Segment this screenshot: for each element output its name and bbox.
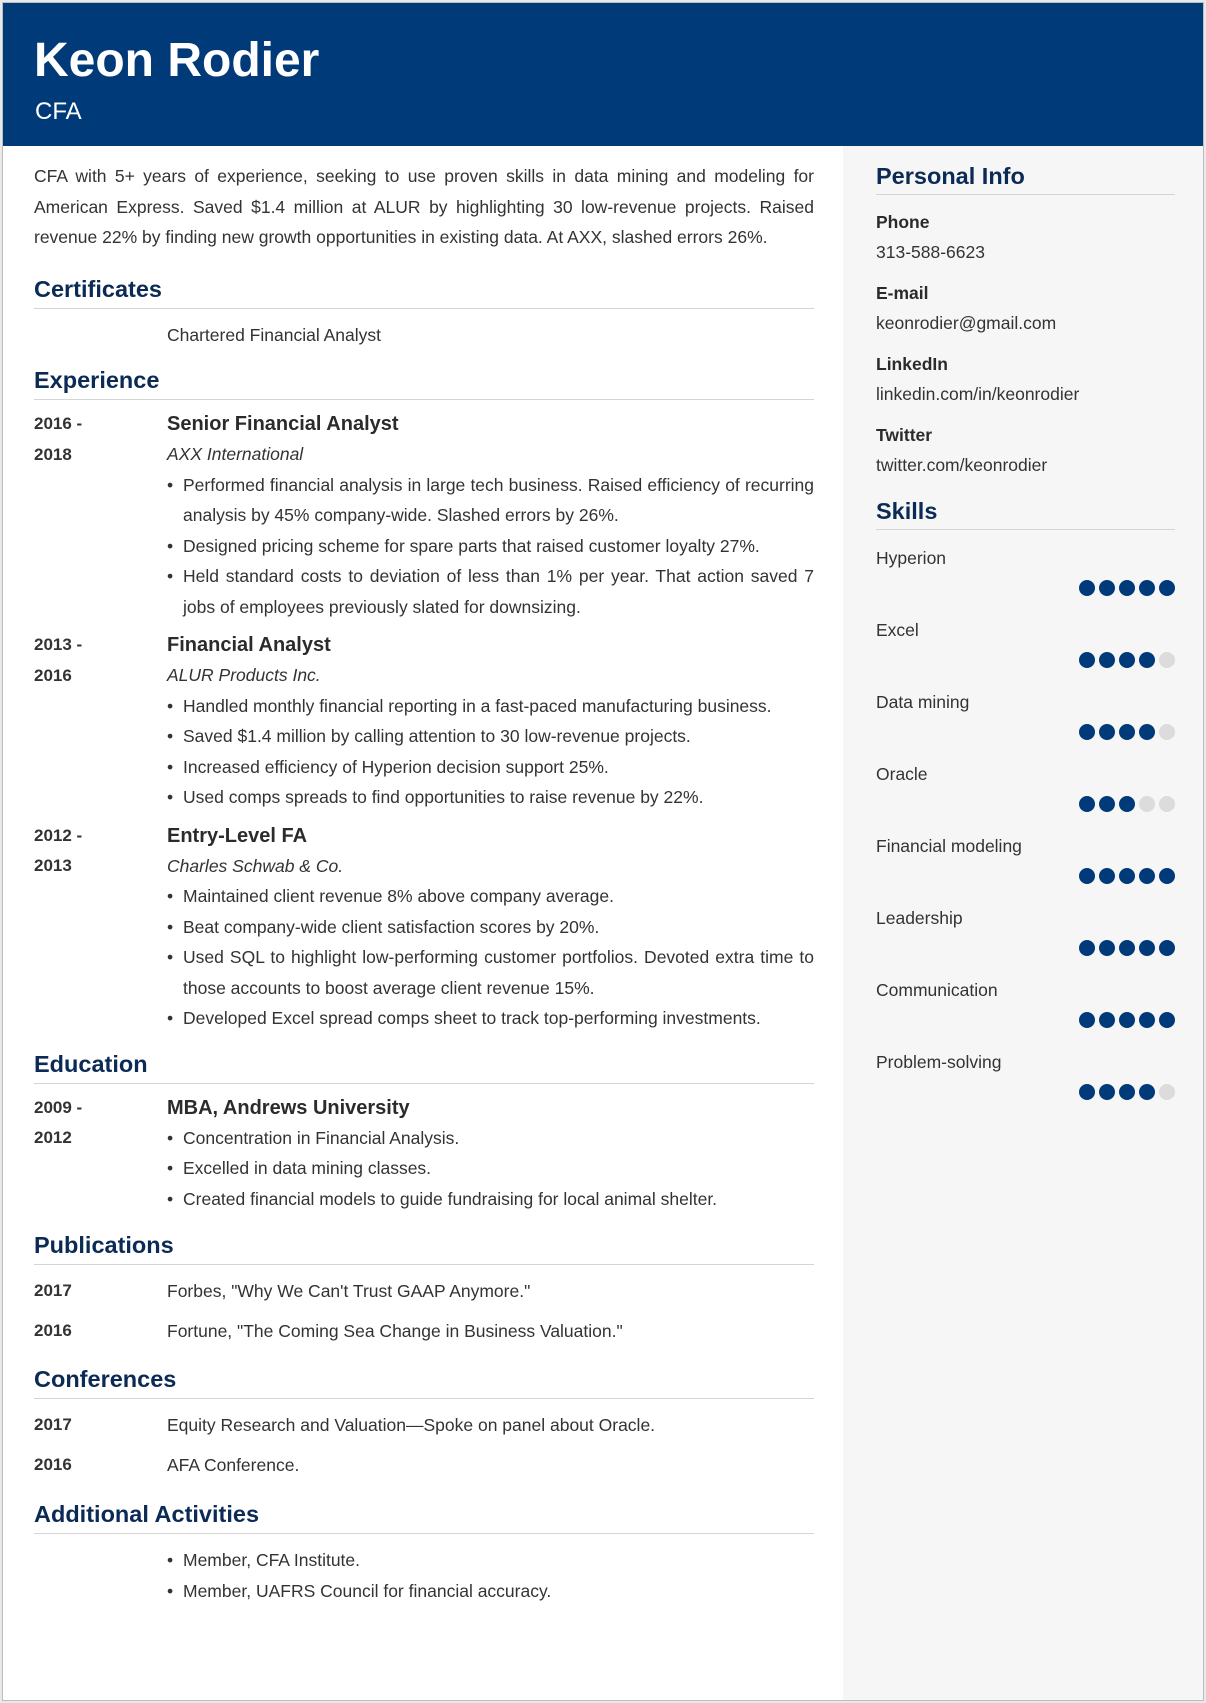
- skill-item: [876, 1047, 1175, 1107]
- skill-rating: [1075, 1012, 1175, 1028]
- rating-dot-filled: [1099, 652, 1115, 668]
- email-value: keonrodier@gmail.com: [876, 313, 1057, 333]
- main-column: [34, 161, 814, 1606]
- entry-date: [34, 1093, 167, 1215]
- skill-name: Hyperion: [876, 548, 947, 568]
- sidebar-content: [876, 161, 1175, 1107]
- rating-dot-filled: [1139, 724, 1155, 740]
- company-name: Charles Schwab & Co.: [167, 855, 344, 876]
- entry-body: [167, 409, 814, 622]
- rating-dot-filled: [1099, 580, 1115, 596]
- experience-entry: [34, 821, 814, 1034]
- rating-dot-filled: [1139, 1012, 1155, 1028]
- entry-date: [34, 1545, 167, 1606]
- rating-dot-filled: [1099, 868, 1115, 884]
- bullet-item: • Concentration in Financial Analysis.: [167, 1123, 814, 1154]
- bullet-item: • Excelled in data mining classes.: [167, 1153, 814, 1184]
- rating-dot-filled: [1079, 868, 1095, 884]
- rating-dot-empty: [1139, 796, 1155, 812]
- rating-dot-filled: [1099, 1012, 1115, 1028]
- rating-dot-filled: [1139, 580, 1155, 596]
- skill-name: Financial modeling: [876, 836, 1022, 856]
- date-end: 2018: [34, 444, 72, 464]
- company-name: ALUR Products Inc.: [167, 665, 321, 685]
- entry-body: [167, 630, 814, 813]
- rating-dot-filled: [1159, 940, 1175, 956]
- rating-dot-filled: [1099, 940, 1115, 956]
- skill-name: Oracle: [876, 764, 928, 784]
- rating-dot-filled: [1119, 652, 1135, 668]
- job-title: Entry-Level FA: [167, 824, 308, 847]
- twitter-label: Twitter: [876, 425, 933, 445]
- bullet-item: • Used comps spreads to find opportunities to raise revenue by 22%.: [167, 782, 814, 813]
- phone-label: Phone: [876, 212, 930, 232]
- rating-dot-filled: [1099, 796, 1115, 812]
- skill-item: [876, 831, 1175, 891]
- rating-dot-empty: [1159, 796, 1175, 812]
- resume-header: [3, 3, 1204, 146]
- rating-dot-filled: [1159, 868, 1175, 884]
- bullet-list: [167, 1545, 814, 1606]
- conference-row: [34, 1450, 814, 1480]
- job-title: Financial Analyst: [167, 634, 331, 656]
- job-title: Senior Financial Analyst: [167, 413, 399, 435]
- section-title: Additional Activities: [34, 1499, 814, 1534]
- bullet-item: • Designed pricing scheme for spare parts that raised customer loyalty 27%.: [167, 531, 814, 562]
- skill-name: Excel: [876, 620, 919, 640]
- rating-dot-filled: [1159, 1012, 1175, 1028]
- entry-body: [167, 821, 814, 1034]
- rating-dot-filled: [1119, 796, 1135, 812]
- skill-rating: [1075, 1084, 1175, 1100]
- bullet-item: • Maintained client revenue 8% above company average.: [167, 881, 814, 912]
- rating-dot-empty: [1159, 1084, 1175, 1100]
- rating-dot-filled: [1119, 940, 1135, 956]
- certificate-item: Chartered Financial Analyst: [167, 324, 381, 345]
- skill-item: [876, 615, 1175, 675]
- skill-rating: [1075, 580, 1175, 596]
- skill-rating: [1075, 868, 1175, 884]
- publication-year: 2017: [34, 1281, 72, 1300]
- rating-dot-filled: [1079, 796, 1095, 812]
- bullet-item: • Developed Excel spread comps sheet to track top-performing investments.: [167, 1003, 814, 1034]
- date-start: 2012 -: [34, 825, 83, 845]
- section-title: Experience: [34, 365, 814, 400]
- bullet-item: • Saved $1.4 million by calling attention to 30 low-revenue projects.: [167, 721, 814, 752]
- publication-year: 2016: [34, 1321, 72, 1340]
- bullet-item: • Performed financial analysis in large tech business. Raised efficiency of recurring analysis by 45% company-wide. Slashed errors by 26%.: [167, 470, 814, 531]
- rating-dot-filled: [1139, 940, 1155, 956]
- rating-dot-filled: [1079, 580, 1095, 596]
- experience-entry: [34, 630, 814, 813]
- linkedin-value: linkedin.com/in/keonrodier: [876, 384, 1080, 404]
- bullet-list: [167, 470, 814, 623]
- rating-dot-empty: [1159, 652, 1175, 668]
- conference-year: 2016: [34, 1455, 72, 1474]
- rating-dot-filled: [1119, 1084, 1135, 1100]
- skill-rating: [1075, 724, 1175, 740]
- skill-item: [876, 759, 1175, 819]
- rating-dot-filled: [1079, 724, 1095, 740]
- skill-rating: [1075, 796, 1175, 812]
- bullet-list: [167, 1123, 814, 1215]
- section-title: Publications: [34, 1230, 814, 1265]
- experience-section: [34, 365, 814, 1034]
- skills-list: [876, 543, 1175, 1107]
- rating-dot-filled: [1119, 724, 1135, 740]
- date-start: 2016 -: [34, 414, 83, 433]
- certificate-entry: [34, 320, 814, 351]
- rating-dot-filled: [1119, 580, 1135, 596]
- skill-item: [876, 687, 1175, 747]
- publication-text: Fortune, "The Coming Sea Change in Business Valuation.": [167, 1321, 623, 1341]
- activities-entry: [34, 1545, 814, 1606]
- candidate-title: CFA: [35, 98, 82, 125]
- experience-entry: [34, 409, 814, 622]
- phone-value: 313-588-6623: [876, 242, 985, 262]
- bullet-list: [167, 691, 814, 813]
- entry-body: [167, 1093, 814, 1215]
- rating-dot-filled: [1099, 1084, 1115, 1100]
- bullet-item: • Member, CFA Institute.: [167, 1545, 814, 1576]
- bullet-item: • Held standard costs to deviation of less than 1% per year. That action saved 7 jobs of employees previously slated for downsizing.: [167, 561, 814, 622]
- bullet-list: [167, 881, 814, 1034]
- skill-rating: [1075, 940, 1175, 956]
- conference-year: 2017: [34, 1415, 72, 1434]
- sidebar: [843, 146, 1204, 1701]
- entry-date: [34, 409, 167, 622]
- rating-dot-filled: [1079, 652, 1095, 668]
- education-section: [34, 1049, 814, 1215]
- section-title: Education: [34, 1049, 814, 1084]
- summary: CFA with 5+ years of experience, seeking to use proven skills in data mining and modeling for American Express. Saved $1.4 million at ALUR by highlighting 30 low-revenue projects. Raised revenue 22% by finding new growth opportunities in existing data. At AXX, slashed errors 26%.: [34, 166, 814, 247]
- linkedin-label: LinkedIn: [876, 354, 948, 374]
- skill-rating: [1075, 652, 1175, 668]
- company-name: AXX International: [167, 444, 304, 464]
- bullet-item: • Handled monthly financial reporting in a fast-paced manufacturing business.: [167, 691, 814, 722]
- date-end: 2016: [34, 665, 72, 685]
- publication-text: Forbes, "Why We Can't Trust GAAP Anymore.": [167, 1281, 531, 1301]
- rating-dot-filled: [1079, 1084, 1095, 1100]
- skills-title: Skills: [876, 496, 1175, 530]
- section-title: Conferences: [34, 1364, 814, 1399]
- certificates-section: [34, 274, 814, 351]
- rating-dot-filled: [1119, 868, 1135, 884]
- skill-item: [876, 543, 1175, 603]
- date-end: 2013: [34, 856, 72, 875]
- publication-row: [34, 1276, 814, 1306]
- rating-dot-filled: [1079, 1012, 1095, 1028]
- publication-row: [34, 1316, 814, 1346]
- publications-section: [34, 1230, 814, 1346]
- skill-name: Problem-solving: [876, 1052, 1002, 1072]
- date-start: 2009 -: [34, 1097, 83, 1117]
- email-label: E-mail: [876, 283, 929, 303]
- bullet-item: • Increased efficiency of Hyperion decision support 25%.: [167, 752, 814, 783]
- rating-dot-filled: [1139, 868, 1155, 884]
- activities-section: [34, 1499, 814, 1606]
- rating-dot-filled: [1159, 580, 1175, 596]
- rating-dot-filled: [1079, 940, 1095, 956]
- skill-item: [876, 903, 1175, 963]
- entry-date: [34, 630, 167, 813]
- conference-text: AFA Conference.: [167, 1455, 300, 1475]
- bullet-item: • Used SQL to highlight low-performing customer portfolios. Devoted extra time to those accounts to boost average client revenue 15%.: [167, 942, 814, 1003]
- skill-name: Leadership: [876, 908, 963, 928]
- section-title: Certificates: [34, 274, 814, 309]
- bullet-item: • Member, UAFRS Council for financial accuracy.: [167, 1576, 814, 1607]
- resume-page: [2, 2, 1204, 1701]
- personal-info-title: Personal Info: [876, 161, 1175, 195]
- degree-title: MBA, Andrews University: [167, 1096, 410, 1119]
- conferences-section: [34, 1364, 814, 1480]
- conference-text: Equity Research and Valuation—Spoke on panel about Oracle.: [167, 1415, 656, 1435]
- entry-date: [34, 320, 167, 351]
- education-entry: [34, 1093, 814, 1215]
- date-end: 2012: [34, 1128, 72, 1147]
- entry-date: [34, 821, 167, 1034]
- rating-dot-filled: [1099, 724, 1115, 740]
- conference-row: [34, 1410, 814, 1440]
- skill-name: Data mining: [876, 692, 970, 712]
- twitter-value: twitter.com/keonrodier: [876, 455, 1048, 475]
- skill-name: Communication: [876, 980, 998, 1000]
- rating-dot-filled: [1139, 652, 1155, 668]
- bullet-item: • Beat company-wide client satisfaction scores by 20%.: [167, 912, 814, 943]
- rating-dot-empty: [1159, 724, 1175, 740]
- bullet-item: • Created financial models to guide fundraising for local animal shelter.: [167, 1184, 814, 1215]
- rating-dot-filled: [1139, 1084, 1155, 1100]
- skill-item: [876, 975, 1175, 1035]
- candidate-name: Keon Rodier: [34, 34, 320, 87]
- rating-dot-filled: [1119, 1012, 1135, 1028]
- date-start: 2013 -: [34, 635, 83, 654]
